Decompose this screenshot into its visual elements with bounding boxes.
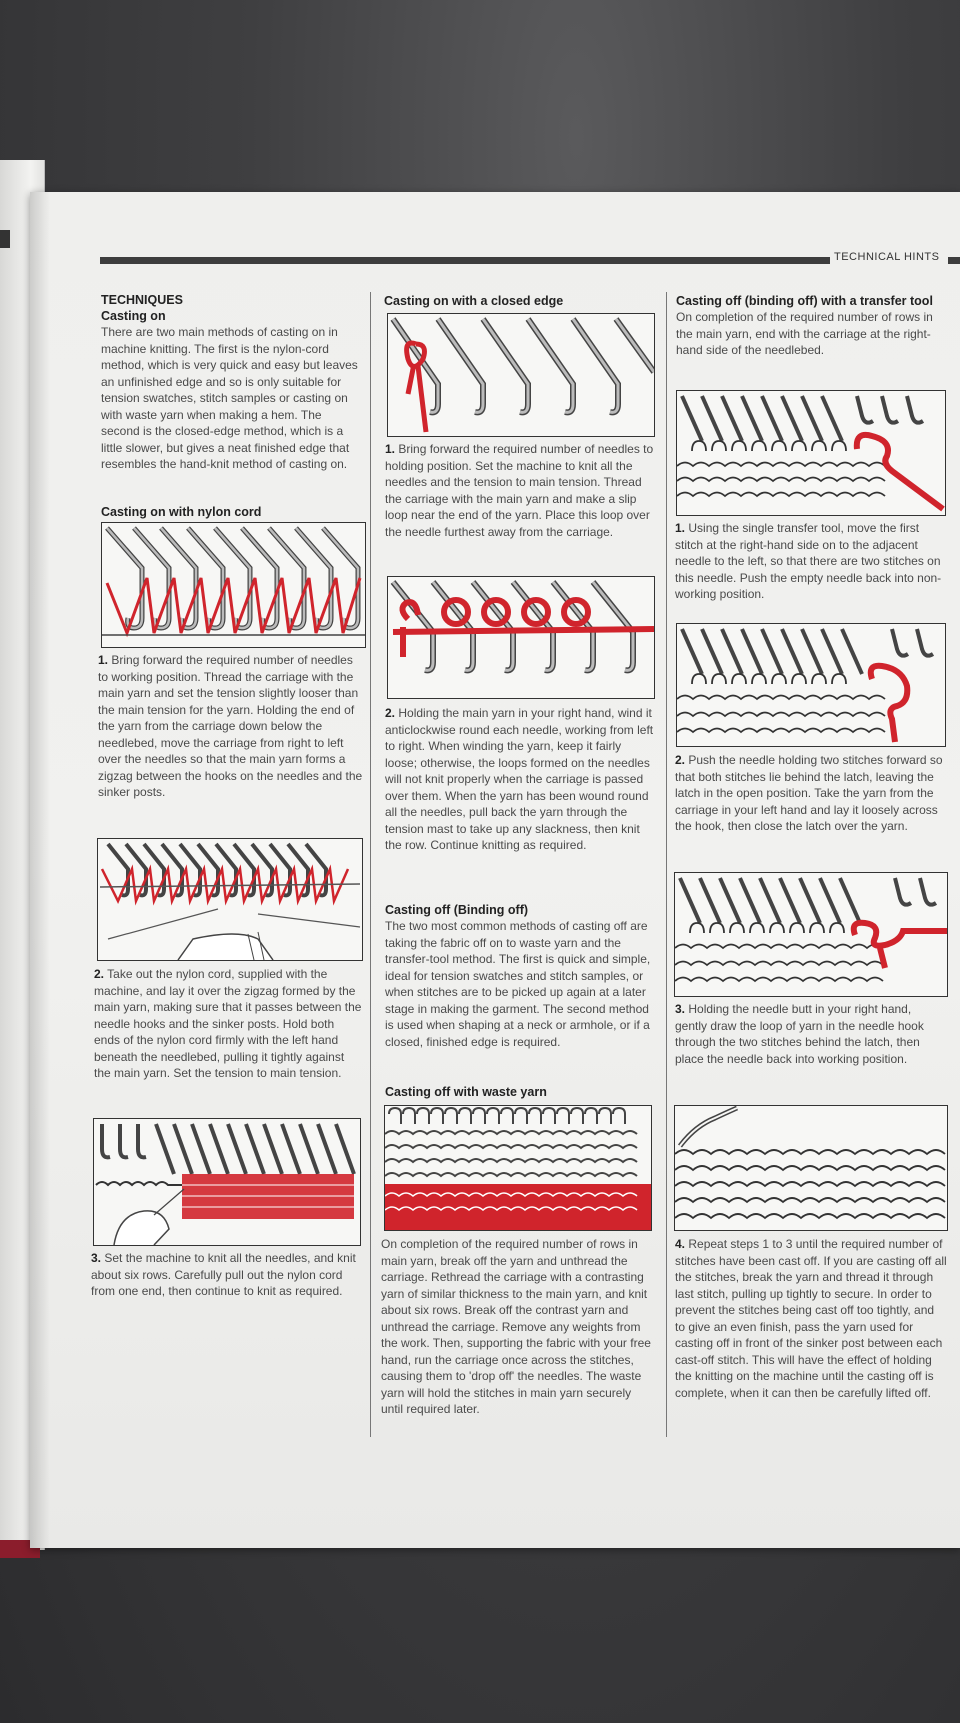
figure-transfer-step2: [676, 623, 946, 747]
figure-nylon-cord-step3: [93, 1118, 361, 1246]
step-number: 2.: [385, 706, 396, 720]
figure-transfer-step4: [674, 1105, 948, 1231]
closed-edge-heading-wrap: [384, 293, 654, 309]
transfer-step2: [675, 752, 945, 835]
transfer-tool-section: [676, 293, 946, 359]
running-header: TECHNICAL HINTS: [834, 251, 940, 263]
step-text: Set the machine to knit all the needles, and knit about six rows. Carefully pull out the nylon cord from one end, then continue to knit as required.: [91, 1251, 356, 1298]
step-text: Holding the needle butt in your right hand, gently draw the loop of yarn in the needle hook through the two stitches behind the latch, then place the needle back into working position.: [675, 1002, 924, 1066]
casting-on-title: Casting on: [101, 309, 166, 323]
step-text: Take out the nylon cord, supplied with the machine, and lay it over the zigzag formed by the main yarn, making sure that it passes between the needle hooks and the sinker posts. Hold both ends of the nylon cord firmly with the left hand beneath the needlebed, pulling it tightly against the main yarn. Set the tension to main tension.: [94, 967, 362, 1080]
casting-on-text: There are two main methods of casting on in machine knitting. The first is the nylon-cord method, which is very quick and easy but leaves an unfinished edge and so is only suitable for tension swatches, stitch samples or casting on with waste yarn when making a hem. The second is the closed-edge method, which is a little slower, but gives a neat finished edge that resembles the hand-knit method of casting on.: [101, 325, 358, 471]
nylon-cord-title: Casting on with nylon cord: [101, 505, 262, 519]
step-text: Bring forward the required number of needles to holding position. Set the machine to knit all the needles and the tension to main tension. Thread the carriage with the main yarn and make a slip loop near the end of the yarn. Place this loop over the needle furthest away from the carriage.: [385, 442, 654, 539]
waste-yarn-title: Casting off with waste yarn: [385, 1085, 547, 1099]
waste-yarn-text-wrap: [381, 1236, 655, 1418]
figure-transfer-step3: [674, 872, 948, 997]
intro-section: [101, 292, 363, 473]
step-text: Repeat steps 1 to 3 until the required number of stitches have been cast off. If you are casting off all the stitches, break the yarn and thread it through last stitch, pulling up tightly to secure. In order to prevent the stitches being cast off too tightly, and to give an even finish, pass the yarn used for casting off in front of the sinker post between each cast-off stitch. This will have the effect of holding the knitting on the machine until the casting off is complete, when it can then be carefully lifted off.: [675, 1237, 947, 1400]
closed-edge-title: Casting on with a closed edge: [384, 294, 564, 308]
figure-nylon-cord-step1: [101, 522, 366, 648]
transfer-step3: [675, 1001, 945, 1067]
step-text: Push the needle holding two stitches forward so that both stitches lie behind the latch, leaving the latch in the open position. Take the yarn from the carriage in your left hand and lay it loosely across the hook, then close the latch over the yarn.: [675, 753, 943, 833]
waste-yarn-text: On completion of the required number of rows in main yarn, break off the yarn and unthread the carriage. Rethread the carriage with a contrasting yarn of similar thickness to the main yarn, and knit about six rows. Break off the contrast yarn and unthread the carriage. Remove any weights from the work. Then, supporting the fabric with your free hand, run the carriage once across the stitches, causing them to 'drop off' the needles. The waste yarn will hold the stitches in main yarn securely until required later.: [381, 1237, 651, 1416]
figure-closed-edge-step2: [387, 576, 655, 699]
header-rule-tail: [948, 257, 960, 264]
transfer-step4: [675, 1236, 947, 1401]
figure-waste-yarn: [384, 1105, 652, 1231]
nylon-cord-heading-wrap: [101, 504, 363, 520]
nylon-step2: [94, 966, 362, 1082]
figure-transfer-step1: [676, 390, 946, 516]
column-divider-2: [666, 292, 667, 1437]
step-number: 2.: [94, 967, 105, 981]
step-number: 1.: [675, 521, 686, 535]
step-number: 1.: [385, 442, 396, 456]
figure-closed-edge-step1: [387, 313, 655, 437]
nylon-step1: [98, 652, 364, 801]
nylon-step3: [91, 1250, 361, 1300]
casting-off-section: [385, 902, 655, 1050]
closed-edge-step1: [385, 441, 655, 540]
transfer-step1: [675, 520, 945, 603]
step-text: Bring forward the required number of needles to working position. Thread the carriage with the main yarn and set the tension slightly looser than the main tension for the yarn. Holding the end of the yarn from the carriage down below the needlebed, move the carriage from right to left over the needles so that the main yarn forms a zigzag between the hooks on the needles and the sinker posts.: [98, 653, 363, 799]
step-text: Holding the main yarn in your right hand, wind it anticlockwise round each needle, working from left to right. When winding the yarn, keep it fairly loose; otherwise, the loops formed on the needles will not knit properly when the carriage is passed over them. When the yarn has been wound round all the needles, pull back the yarn through the tension mast to take up any slackness, then knit the row. Continue knitting as required.: [385, 706, 654, 852]
step-number: 3.: [675, 1002, 686, 1016]
waste-yarn-heading-wrap: [385, 1084, 655, 1100]
closed-edge-step2: [385, 705, 655, 854]
transfer-tool-text: On completion of the required number of rows in the main yarn, end with the carriage at the right-hand side of the needlebed.: [676, 310, 933, 357]
step-number: 4.: [675, 1237, 686, 1251]
casting-off-text: The two most common methods of casting off are taking the fabric off on to waste yarn and the transfer-tool method. The first is quick and simple, ideal for tension swatches and stitch samples, or when stitches are to be picked up again at a later stage in making the garment. The second method is used when shaping at a neck or armhole, or if a closed, finished edge is required.: [385, 919, 651, 1049]
step-number: 1.: [98, 653, 109, 667]
step-number: 2.: [675, 753, 686, 767]
step-number: 3.: [91, 1251, 102, 1265]
figure-nylon-cord-step2: [97, 838, 363, 961]
section-heading: TECHNIQUES: [101, 293, 183, 307]
gutter-shadow: [30, 192, 50, 1548]
step-text: Using the single transfer tool, move the first stitch at the right-hand side on to the adjacent needle to the left, so that there are two stitches on this needle. Push the empty needle back into non-working position.: [675, 521, 942, 601]
header-rule: [100, 257, 830, 264]
casting-off-title: Casting off (Binding off): [385, 903, 529, 917]
transfer-tool-title: Casting off (binding off) with a transfer tool: [676, 294, 933, 308]
column-divider-1: [370, 292, 371, 1437]
